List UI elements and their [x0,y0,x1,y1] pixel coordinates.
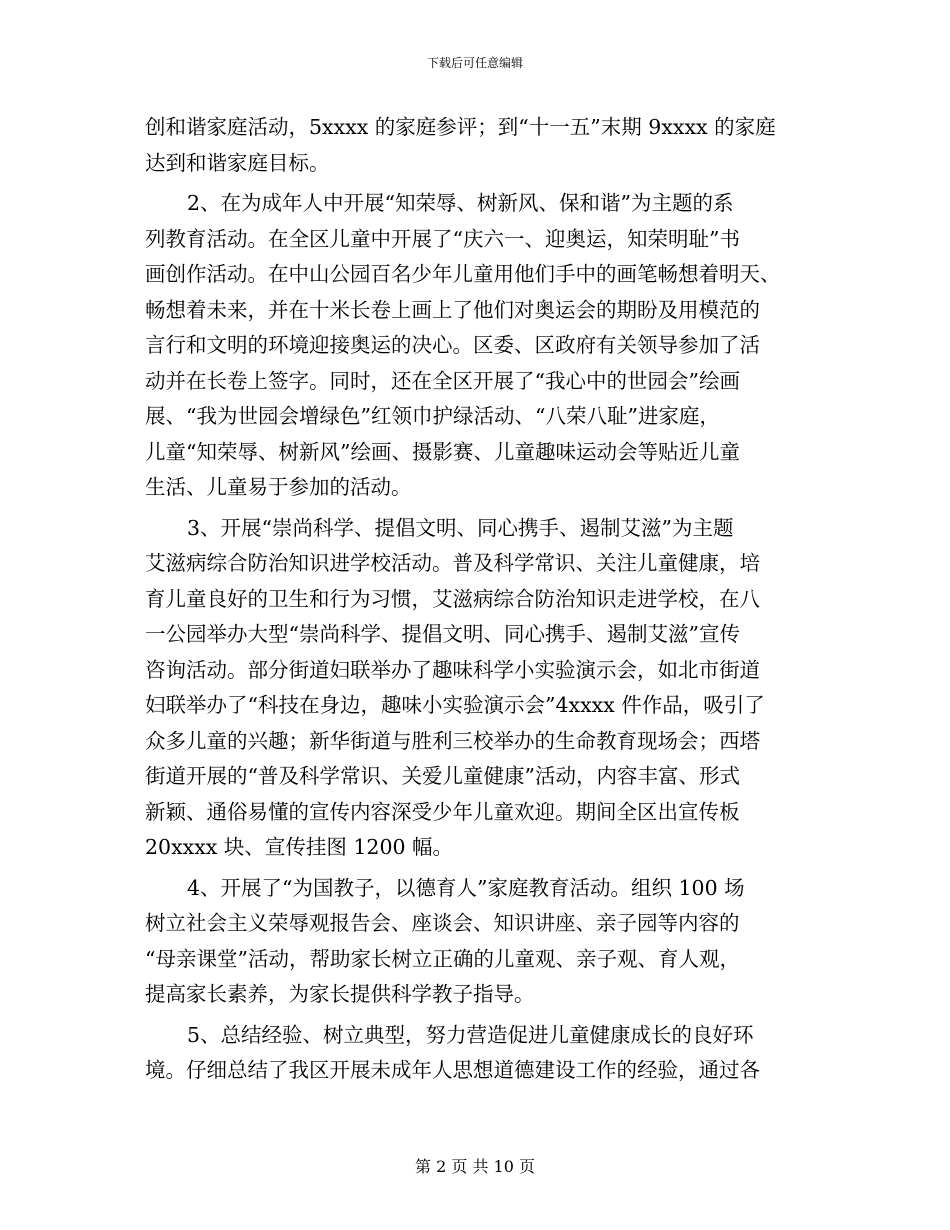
body-line: 创和谐家庭活动，5xxxx 的家庭参评；到“十一五”末期 9xxxx 的家庭 [145,115,776,139]
body-line: 提高家长素养，为家长提供科学教子指导。 [145,982,535,1006]
body-line: 言行和文明的环境迎接奥运的决心。区委、区政府有关领导参加了活 [145,333,760,357]
body-line: 妇联举办了“科技在身边，趣味小实验演示会”4xxxx 件作品，吸引了 [145,693,765,717]
body-line: 画创作活动。在中山公园百名少年儿童用他们手中的画笔畅想着明天、 [145,262,781,286]
paragraph-start-line: 2、在为成年人中开展“知荣辱、树新风、保和谐”为主题的系 [187,191,734,215]
header-note: 下载后可任意编辑 [426,56,523,70]
body-line: 育儿童良好的卫生和行为习惯，艾滋病综合防治知识走进学校，在八 [145,586,760,611]
body-line: 列教育活动。在全区儿童中开展了“庆六一、迎奥运，知荣明耻”书 [145,226,740,251]
paragraph-start-line: 3、开展“崇尚科学、提倡文明、同心携手、遏制艾滋”为主题 [187,515,734,540]
page-number-footer: 第 2 页 共 10 页 [415,1157,535,1176]
paragraph-start-line: 5、总结经验、树立典型，努力营造促进儿童健康成长的良好环 [187,1022,754,1047]
body-line: 境。仔细总结了我区开展未成年人思想道德建设工作的经验，通过各 [145,1058,760,1082]
body-line: 树立社会主义荣辱观报告会、座谈会、知识讲座、亲子园等内容的 [145,911,740,935]
body-line: 达到和谐家庭目标。 [145,150,330,175]
body-line: 儿童“知荣辱、树新风”绘画、摄影赛、儿童趣味运动会等贴近儿童 [145,439,740,464]
body-line: 新颖、通俗易懂的宣传内容深受少年儿童欢迎。期间全区出宣传板 [145,799,740,824]
body-line: “母亲课堂”活动，帮助家长树立正确的儿童观、亲子观、育人观， [145,946,740,971]
body-line: 动并在长卷上签字。同时，还在全区开展了“我心中的世园会”绘画 [145,368,740,393]
body-line: 艾滋病综合防治知识进学校活动。普及科学常识、关注儿童健康，培 [145,551,760,575]
body-line: 街道开展的“普及科学常识、关爱儿童健康”活动，内容丰富、形式 [145,764,740,788]
body-line: 众多儿童的兴趣；新华街道与胜利三校举办的生命教育现场会；西塔 [145,728,760,753]
body-line: 一公园举办大型“崇尚科学、提倡文明、同心携手、遏制艾滋”宣传 [145,622,740,646]
body-line: 生活、儿童易于参加的活动。 [145,475,412,499]
body-line: 20xxxx 块、宣传挂图 1200 幅。 [145,835,454,859]
body-line: 展、“我为世园会增绿色”红领巾护绿活动、“八荣八耻”进家庭， [145,404,720,428]
body-line: 咨询活动。部分街道妇联举办了趣味科学小实验演示会，如北市街道 [145,657,760,682]
paragraph-start-line: 4、开展了“为国教子，以德育人”家庭教育活动。组织 100 场 [187,875,745,900]
body-line: 畅想着未来，并在十米长卷上画上了他们对奥运会的期盼及用模范的 [145,297,760,322]
document-body [145,110,800,1089]
